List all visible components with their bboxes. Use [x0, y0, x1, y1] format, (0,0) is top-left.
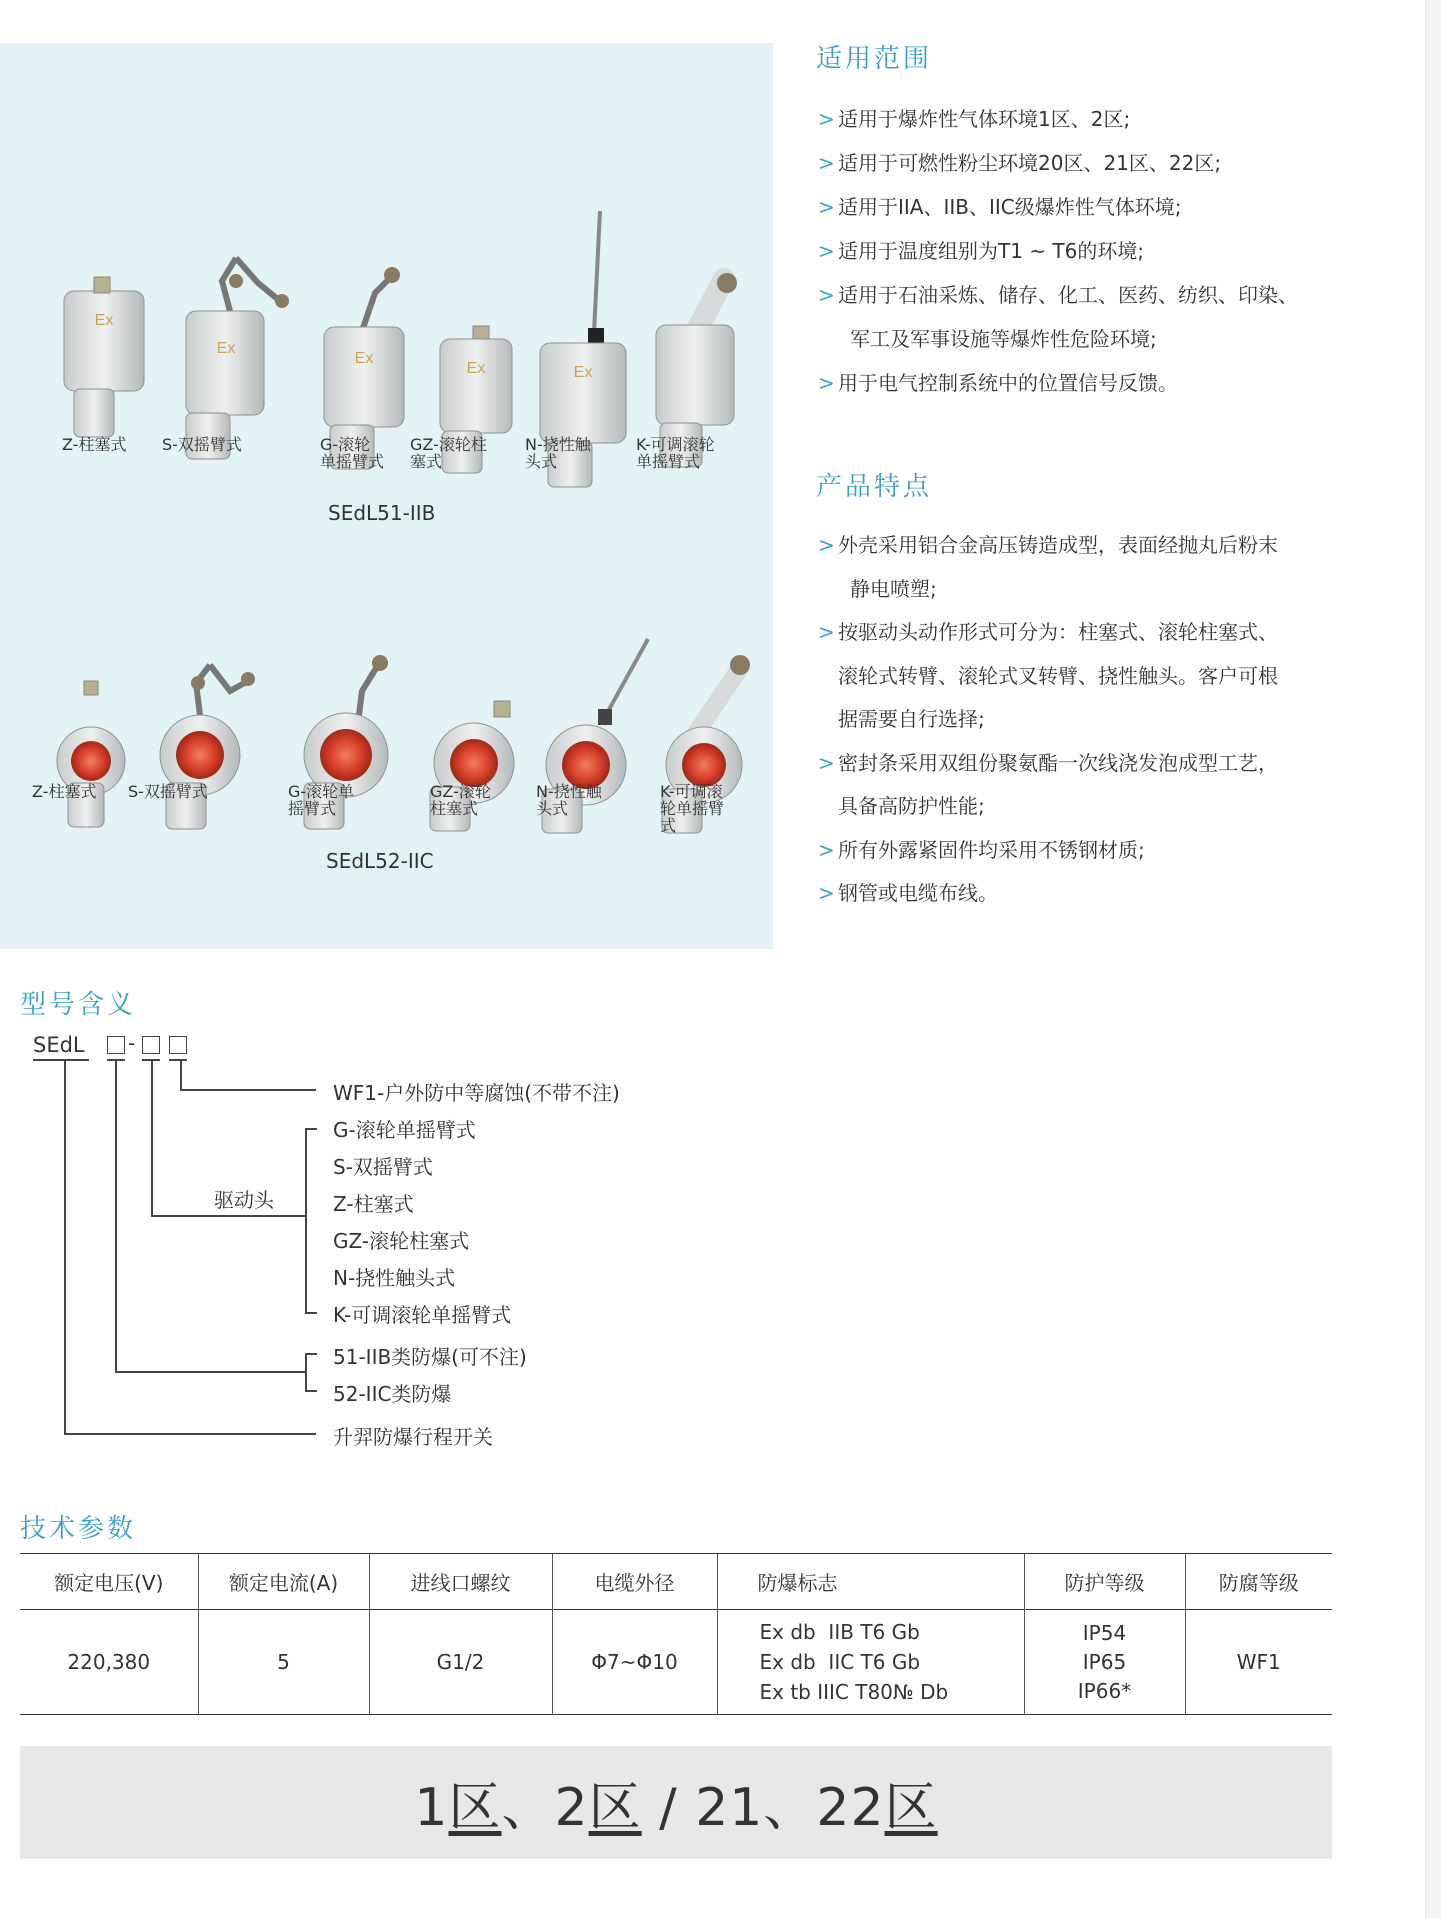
tech-heading: 技术参数 — [20, 1514, 137, 1544]
bracket-line — [305, 1353, 307, 1391]
slot-underline — [169, 1059, 187, 1061]
zone-text: 1区、2区 / 21、22区 — [414, 1778, 938, 1838]
features-heading: 产品特点 — [816, 472, 933, 502]
list-item: > 适用于IIA、IIB、IIC级爆炸性气体环境; — [818, 195, 1182, 219]
list-item: > 适用于爆炸性气体环境1区、2区; — [818, 107, 1131, 131]
product-label: G-滚轮 单摇臂式 — [320, 435, 385, 471]
product-label: Z-柱塞式 — [62, 435, 127, 454]
product-label: G-滚轮单 摇臂式 — [288, 782, 355, 818]
page-edge-strip — [1425, 0, 1441, 1918]
connector-line — [115, 1059, 117, 1372]
model-slot-wf — [169, 1036, 187, 1054]
connector-line — [151, 1059, 153, 1216]
svg-text:Ex: Ex — [466, 360, 486, 377]
table-header: 防护等级 — [1024, 1554, 1185, 1610]
product-label: Z-柱塞式 — [32, 782, 97, 801]
bracket-tick — [305, 1353, 317, 1355]
cell-anticorrosion: WF1 — [1236, 1650, 1281, 1674]
table-header-row — [20, 1554, 1332, 1610]
model-drive-label: 驱动头 — [214, 1188, 274, 1212]
scope-heading: 适用范围 — [816, 44, 933, 74]
table-header: 额定电压(V) — [20, 1554, 198, 1610]
model-heading: 型号含义 — [20, 990, 137, 1020]
product-illustrations — [0, 43, 773, 949]
product-label: S-双摇臂式 — [162, 435, 242, 454]
list-item: > 按驱动头动作形式可分为：柱塞式、滚轮柱塞式、 — [818, 620, 1278, 644]
bracket-tick — [305, 1312, 317, 1314]
list-item: > 适用于可燃性粉尘环境20区、21区、22区; — [818, 151, 1222, 175]
zone-banner — [20, 1746, 1332, 1859]
bracket-line — [305, 1128, 307, 1313]
bracket-tick — [305, 1390, 317, 1392]
tech-table — [20, 1553, 1332, 1715]
table-row — [20, 1610, 1332, 1715]
model-dash: - — [128, 1031, 136, 1055]
list-item: 静电喷塑; — [850, 576, 937, 601]
ip-rating: IP65 — [1082, 1649, 1127, 1674]
ex-mark: Ex db IIC T6 Gb — [759, 1650, 921, 1674]
features-list — [818, 524, 1278, 916]
list-item: 具备高防护性能; — [838, 794, 985, 818]
list-item: 据需要自行选择; — [838, 707, 985, 731]
connector-line — [180, 1089, 316, 1091]
list-item: 滚轮式转臂、滚轮式叉转臂、挠性触头。客户可根 — [838, 663, 1278, 688]
table-header: 电缆外径 — [552, 1554, 717, 1610]
product-panel — [0, 43, 773, 949]
ex-mark: Ex tb IIIC T80№ Db — [759, 1680, 949, 1704]
switch-z-plunger-1 — [64, 277, 144, 437]
switch-s-double-arm-1 — [186, 258, 289, 459]
connector-line — [151, 1215, 305, 1217]
table-header: 防腐等级 — [1218, 1571, 1299, 1595]
model-drive-option: K-可调滚轮单摇臂式 — [333, 1303, 512, 1327]
list-item: 军工及军事设施等爆炸性危险环境; — [850, 327, 1157, 351]
scope-list — [818, 97, 1298, 405]
ip-rating: IP54 — [1082, 1620, 1127, 1645]
cell-cable: Φ7~Φ10 — [552, 1610, 717, 1715]
model-drive-option: G-滚轮单摇臂式 — [333, 1118, 476, 1142]
switch-z-plunger-2 — [57, 681, 125, 827]
series-name-2: SEdL52-IIC — [326, 849, 434, 873]
list-item: > 外壳采用铝合金高压铸造成型，表面经抛丸后粉末 — [818, 533, 1278, 557]
list-item: > 所有外露紧固件均采用不锈钢材质; — [818, 837, 1145, 862]
cell-voltage: 220,380 — [20, 1610, 198, 1715]
list-item: > 用于电气控制系统中的位置信号反馈。 — [818, 371, 1178, 395]
connector-line — [180, 1059, 182, 1090]
svg-text:Ex: Ex — [216, 340, 236, 357]
product-label: GZ-滚轮柱 塞式 — [410, 435, 487, 471]
list-item: > 密封条采用双组份聚氨酯一次线浇发泡成型工艺， — [818, 750, 1278, 775]
product-label: N-挠性触 头式 — [525, 435, 591, 471]
ex-mark: Ex db IIB T6 Gb — [759, 1620, 920, 1644]
table-header: 额定电流(A) — [198, 1554, 369, 1610]
prefix-underline — [33, 1059, 89, 1061]
list-item: > 钢管或电缆布线。 — [818, 881, 998, 905]
product-label: K-可调滚轮 单摇臂式 — [636, 435, 715, 471]
bracket-tick — [305, 1128, 317, 1130]
model-slot-drive — [142, 1036, 160, 1054]
list-item: > 适用于温度组别为T1 ~ T6的环境; — [818, 239, 1145, 263]
cell-ip — [1024, 1610, 1185, 1715]
model-slot-class — [107, 1036, 125, 1054]
svg-text:Ex: Ex — [354, 350, 374, 367]
model-wf1: WF1-户外防中等腐蚀(不带不注) — [333, 1081, 620, 1105]
product-label: N-挠性触 头式 — [536, 782, 602, 818]
model-drive-option: GZ-滚轮柱塞式 — [333, 1229, 470, 1253]
model-drive-option: N-挠性触头式 — [333, 1266, 456, 1290]
model-drive-option: Z-柱塞式 — [333, 1192, 414, 1216]
product-label: GZ-滚轮 柱塞式 — [430, 782, 491, 818]
model-class-option: 52-IIC类防爆 — [333, 1382, 452, 1406]
cell-thread: G1/2 — [369, 1610, 552, 1715]
connector-line — [64, 1433, 316, 1435]
connector-line — [115, 1371, 305, 1373]
product-label: S-双摇臂式 — [128, 782, 208, 801]
table-header: 进线口螺纹 — [369, 1554, 552, 1610]
cell-ex-marks — [717, 1610, 1024, 1715]
product-label: K-可调滚 轮单摇臂 式 — [660, 782, 725, 835]
svg-text:Ex: Ex — [94, 312, 114, 329]
switch-s-double-arm-2 — [160, 665, 255, 829]
list-item: > 适用于石油采炼、储存、化工、医药、纺织、印染、 — [818, 283, 1298, 307]
series-name-1: SEdL51-IIB — [328, 501, 436, 525]
ip-rating: IP66* — [1077, 1678, 1132, 1703]
model-drive-option: S-双摇臂式 — [333, 1155, 433, 1179]
cell-current: 5 — [198, 1610, 369, 1715]
model-class-option: 51-IIB类防爆(可不注) — [333, 1345, 527, 1369]
table-header: 防爆标志 — [717, 1554, 1024, 1610]
model-prefix: SEdL — [33, 1033, 85, 1057]
connector-line — [64, 1059, 66, 1433]
svg-text:Ex: Ex — [573, 364, 593, 381]
model-maker: 升羿防爆行程开关 — [333, 1425, 493, 1449]
